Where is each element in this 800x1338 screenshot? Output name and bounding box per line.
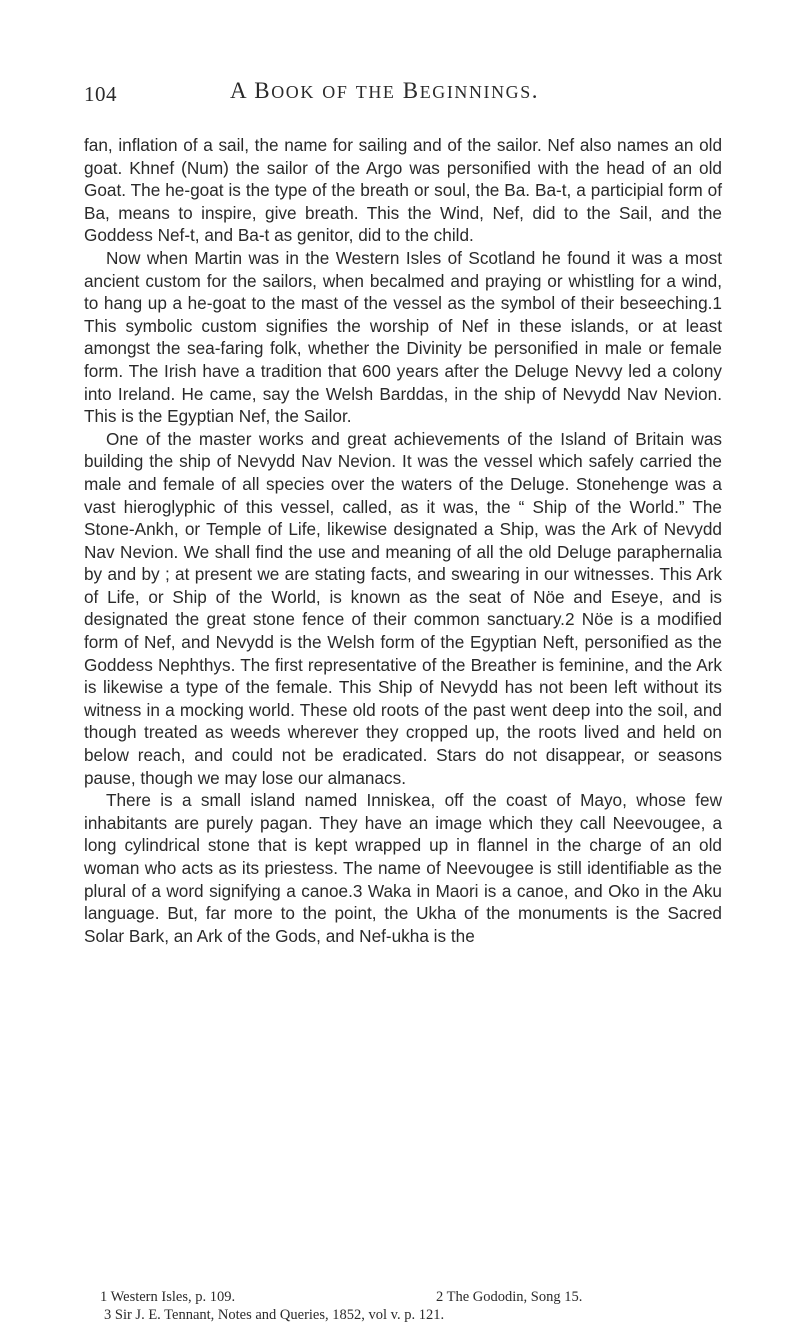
footnote-row [100,1288,720,1306]
page-number: 104 [84,82,117,106]
footnotes [100,1288,720,1324]
body-text [84,134,722,947]
page-header [84,72,724,112]
paragraph-2: Now when Martin was in the Western Isles of Scotland he found it was a most ancient custom for the sailors, when becalmed and praying or whistling for a wind, to hang up a he-goat to the mast of the vessel as the symbol of their beseeching.1 This symbolic custom signifies the worship of Nef in these islands, or at least amongst the sea-faring folk, whether the Divinity be personified in male or female form. The Irish have a tradition that 600 years after the Deluge Nevvy led a colony into Ireland. He came, say the Welsh Barddas, in the ship of Nevydd Nav Nevion. This is the Egyptian Nef, the Sailor. [84,247,722,427]
running-head: A BOOK OF THE BEGINNINGS. [230,78,540,103]
paragraph-4: There is a small island named Inniskea, off the coast of Mayo, whose few inhabitants are purely pagan. They have an image which they call Neevougee, a long cylindrical stone that is kept wrapped up in flannel in the charge of an old woman who acts as its priestess. The name of Neevougee is still identifiable as the plural of a word signifying a canoe.3 Waka in Maori is a canoe, and Oko in the Aku language. But, far more to the point, the Ukha of the monuments is the Sacred Solar Bark, an Ark of the Gods, and Nef-ukha is the [84,790,722,946]
footnote-3: 3 Sir J. E. Tennant, Notes and Queries, 1852, vol v. p. 121. [104,1307,445,1323]
footnote-row [100,1306,720,1324]
footnote-1: 1 Western Isles, p. 109. [100,1289,236,1305]
footnote-2: 2 The Gododin, Song 15. [436,1289,583,1305]
paragraph-3: One of the master works and great achievements of the Island of Britain was building the ship of Nevydd Nav Nevion. It was the vessel which safely carried the male and female of all species over the waters of the Deluge. Stonehenge was a vast hieroglyphic of this vessel, called, as it was, the “ Ship of the World.” The Stone-Ankh, or Temple of Life, likewise designated a Ship, was the Ark of Nevydd Nav Nevion. We shall find the use and meaning of all the old Deluge paraphernalia by and by ; at present we are stating facts, and swearing in our witnesses. This Ark of Life, or Ship of the World, is known as the seat of Nöe and Eseye, and is designated the great stone fence of their common sanctuary.2 Nöe is a modified form of Nef, and Nevydd is the Welsh form of the Egyptian Neft, personified as the Goddess Nephthys. The first representative of the Breather is feminine, and the Ark is likewise a type of the female. This Ship of Nevydd has not been left without its witness in a mocking world. These old roots of the past went deep into the soil, and though treated as weeds wherever they cropped up, the roots lived and held on below reach, and could not be eradicated. Stars do not disappear, or seasons pause, though we may lose our almanacs. [84,428,722,788]
paragraph-1: fan, inflation of a sail, the name for sailing and of the sailor. Nef also names an old goat. Khnef (Num) the sailor of the Argo was personified with the head of an old Goat. The he-goat is the type of the breath or soul, the Ba. Ba-t, a participial form of Ba, means to inspire, give breath. This the Wind, Nef, did to the Sail, and the Goddess Nef-t, and Ba-t as genitor, did to the child. [84,135,722,246]
